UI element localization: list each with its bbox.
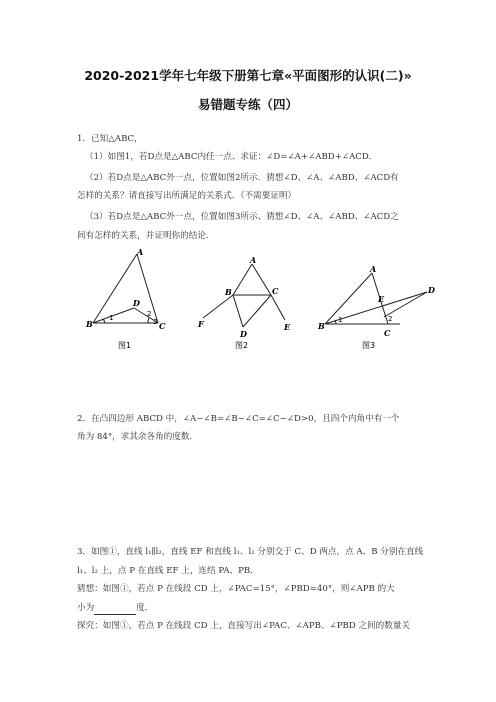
q1-part3-line1: （3）若D点是△ABC外一点，位置如图3所示、猜想∠D、∠A、∠ABD、∠ACD之 (85, 212, 399, 222)
fig3-label-b: B (318, 321, 325, 331)
q1-part2-line1: （2）若D点是△ABC外一点，位置如图2所示．猜想∠D、∠A、∠ABD、∠ACD有 (85, 173, 399, 183)
fig1-angle-arc-b (103, 319, 105, 323)
fig1-label-d: D (133, 298, 140, 308)
fig2-label-a: A (250, 255, 257, 265)
fig1-angle-arc-c (148, 318, 149, 323)
fig2-label-e: E (284, 322, 291, 332)
q1-part2-line2: 怎样的关系？请直接写出所满足的关系式．（不需要证明） (77, 191, 297, 201)
q3-explore-line: 探究：如图①，若点 P 在线段 CD 上，直接写出∠PAC、∠APB、∠PBD 之间的数量关 (77, 621, 411, 631)
fig1-angle-2: 2 (147, 310, 152, 318)
q1-part1: （1）如图1，若D点是△ABC内任一点、求证：∠D=∠A+∠ABD+∠ACD． (85, 152, 378, 162)
fig3-label-e: E (378, 294, 385, 304)
fig1-angle-1: 1 (109, 314, 114, 322)
figure-3 (318, 262, 443, 354)
fig1-edge-bd (93, 308, 134, 323)
fig3-label-a: A (370, 264, 377, 274)
q3-guess-prefix: 小为 (77, 603, 95, 613)
fig2-ray-bf (203, 295, 233, 318)
q1-intro: 1．已知△ABC， (77, 134, 143, 144)
fig3-label-c: C (384, 328, 391, 338)
fig3-caption: 图3 (362, 341, 376, 350)
fig1-label-c: C (159, 321, 166, 331)
fig2-edge-ab (233, 264, 252, 295)
q3-line2: l₁、l₂ 上，点 P 在直线 EF 上，连结 PA、PB． (77, 566, 259, 576)
q1-part3-line2: 间有怎样的关系，并证明你的结论． (77, 231, 215, 241)
fig1-label-b: B (86, 319, 93, 329)
q3-guess-line1: 猜想：如图①，若点 P 在线段 CD 上，∠PAC=15°，∠PBD=40°，则∠APB 的大 (77, 584, 395, 594)
page-title-line2: 易错题专练（四） (197, 97, 298, 112)
fig2-label-f: F (198, 319, 204, 329)
fig3-angle-1: 1 (338, 316, 343, 324)
fig2-edge-bd (233, 295, 243, 327)
q3-line1: 3．如图①，直线 l₁∥l₂，直线 EF 和直线 l₁、l₂ 分别交于 C、D 两点，点 A、B 分别在直线 (77, 547, 424, 557)
fig2-ray-ce (271, 295, 285, 320)
fig2-caption: 图2 (235, 341, 249, 350)
fig2-label-d: D (240, 329, 247, 339)
fig3-angle-2: 2 (388, 315, 393, 323)
fig2-edge-cd (243, 295, 271, 327)
fig2-label-c: C (272, 286, 279, 296)
figure-2 (195, 255, 300, 355)
q2-line2: 角为 84°，求其余各角的度数． (77, 432, 199, 442)
page-title-line1: 2020-2021学年七年级下册第七章«平面图形的认识(二)» (84, 68, 412, 83)
fig2-label-b: B (225, 287, 232, 297)
q3-answer-blank (94, 603, 136, 615)
q2-line1: 2．在凸四边形 ABCD 中，∠A−∠B=∠B−∠C=∠C−∠D>0，且四个内角中有一个 (77, 414, 400, 424)
fig1-angle-3: 3 (153, 318, 158, 326)
q3-guess-line2 (77, 603, 153, 615)
fig1-caption: 图1 (118, 341, 132, 350)
fig2-edge-ac (252, 264, 271, 295)
fig1-edge-ab (93, 254, 137, 323)
q3-guess-suffix: 度． (136, 603, 154, 613)
fig3-label-d: D (428, 285, 435, 295)
fig1-label-a: A (137, 247, 144, 257)
fig3-edge-dc (384, 292, 427, 317)
figure-1 (85, 248, 180, 353)
